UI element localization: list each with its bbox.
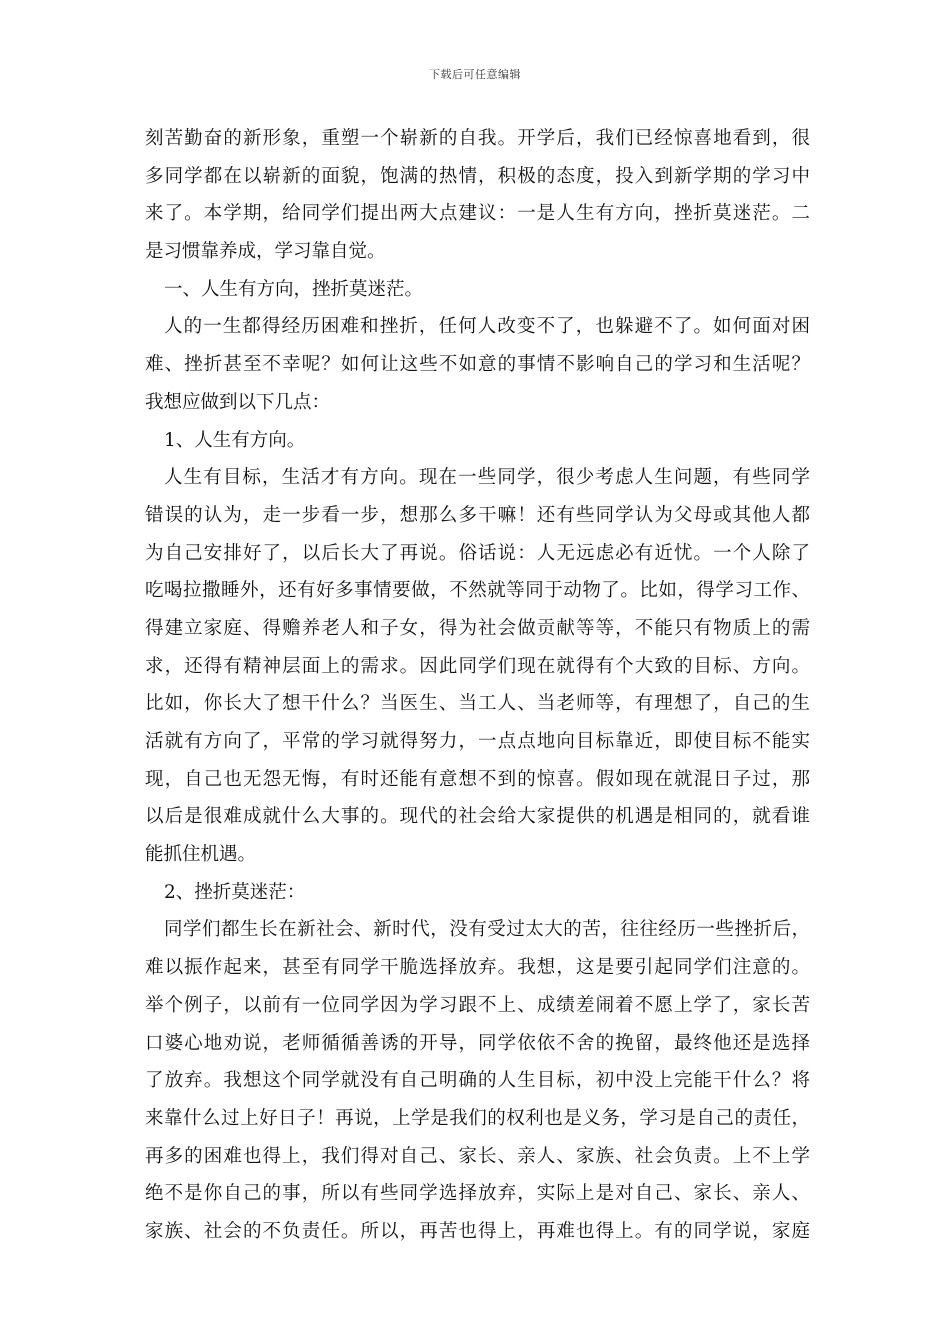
document-body [145, 120, 810, 1251]
paragraph-line: 来了。本学期，给同学们提出两大点建议：一是人生有方向，挫折莫迷茫。二 [145, 203, 810, 225]
paragraph-line: 了放弃。我想这个同学就没有自己明确的人生目标，初中没上完能干什么？将 [145, 1070, 810, 1092]
paragraph-line: 我想应做到以下几点： [145, 391, 331, 413]
paragraph-line: 错误的认为，走一步看一步，想那么多干嘛！还有些同学认为父母或其他人都 [145, 504, 810, 526]
paragraph-line: 绝不是你自己的事，所以有些同学选择放弃，实际上是对自己、家长、亲人、 [145, 1183, 810, 1205]
paragraph-line: 活就有方向了，平常的学习就得努力，一点点地向目标靠近，即使目标不能实 [145, 731, 810, 752]
paragraph-line: 再多的困难也得上，我们得对自己、家长、亲人、家族、社会负责。上不上学 [145, 1145, 810, 1167]
paragraph-line: 为自己安排好了，以后长大了再说。俗话说：人无远虑必有近忧。一个人除了 [145, 542, 810, 564]
paragraph-line: 吃喝拉撒睡外，还有好多事情要做，不然就等同于动物了。比如，得学习工作、 [145, 580, 810, 602]
paragraph-line: 来靠什么过上好日子！再说，上学是我们的权利也是义务，学习是自己的责任， [145, 1107, 810, 1129]
paragraph-line: 多同学都在以崭新的面貌，饱满的热情，积极的态度，投入到新学期的学习中 [145, 165, 810, 187]
page-header: 下载后可任意编辑 [429, 68, 521, 81]
subsection-heading: 1、人生有方向。 [164, 429, 306, 451]
paragraph-line: 人的一生都得经历困难和挫折，任何人改变不了，也躲避不了。如何面对困 [164, 316, 810, 338]
paragraph-line: 求，还得有精神层面上的需求。因此同学们现在就得有个大致的目标、方向。 [145, 655, 810, 677]
paragraph-line: 难以振作起来，甚至有同学干脆选择放弃。我想，这是要引起同学们注意的。 [145, 957, 810, 979]
paragraph-line: 举个例子，以前有一位同学因为学习跟不上、成绩差闹着不愿上学了，家长苦 [145, 994, 810, 1016]
paragraph-line: 口婆心地劝说，老师循循善诱的开导，同学依依不舍的挽留，最终他还是选择 [145, 1032, 810, 1054]
paragraph-line: 得建立家庭、得赡养老人和子女，得为社会做贡献等等，不能只有物质上的需 [145, 617, 810, 639]
paragraph-line: 同学们都生长在新社会、新时代，没有受过太大的苦，往往经历一些挫折后， [164, 919, 810, 941]
paragraph-line: 以后是很难成就什么大事的。现代的社会给大家提供的机遇是相同的，就看谁 [145, 806, 810, 828]
section-heading: 一、人生有方向，挫折莫迷茫。 [164, 278, 424, 300]
paragraph-line: 比如，你长大了想干什么？当医生、当工人、当老师等，有理想了，自己的生 [145, 693, 810, 715]
paragraph-line: 难、挫折甚至不幸呢？如何让这些不如意的事情不影响自己的学习和生活呢？ [145, 354, 810, 376]
paragraph-line: 现，自己也无怨无悔，有时还能有意想不到的惊喜。假如现在就混日子过，那 [145, 768, 810, 790]
subsection-heading: 2、挫折莫迷茫： [164, 881, 306, 903]
paragraph-line: 家族、社会的不负责任。所以，再苦也得上，再难也得上。有的同学说，家庭 [145, 1220, 810, 1242]
paragraph-line: 刻苦勤奋的新形象，重塑一个崭新的自我。开学后，我们已经惊喜地看到，很 [145, 128, 810, 149]
paragraph-line: 人生有目标，生活才有方向。现在一些同学，很少考虑人生问题，有些同学 [164, 467, 810, 489]
paragraph-line: 是习惯靠养成，学习靠自觉。 [145, 241, 386, 263]
paragraph-line: 能抓住机遇。 [145, 844, 257, 866]
